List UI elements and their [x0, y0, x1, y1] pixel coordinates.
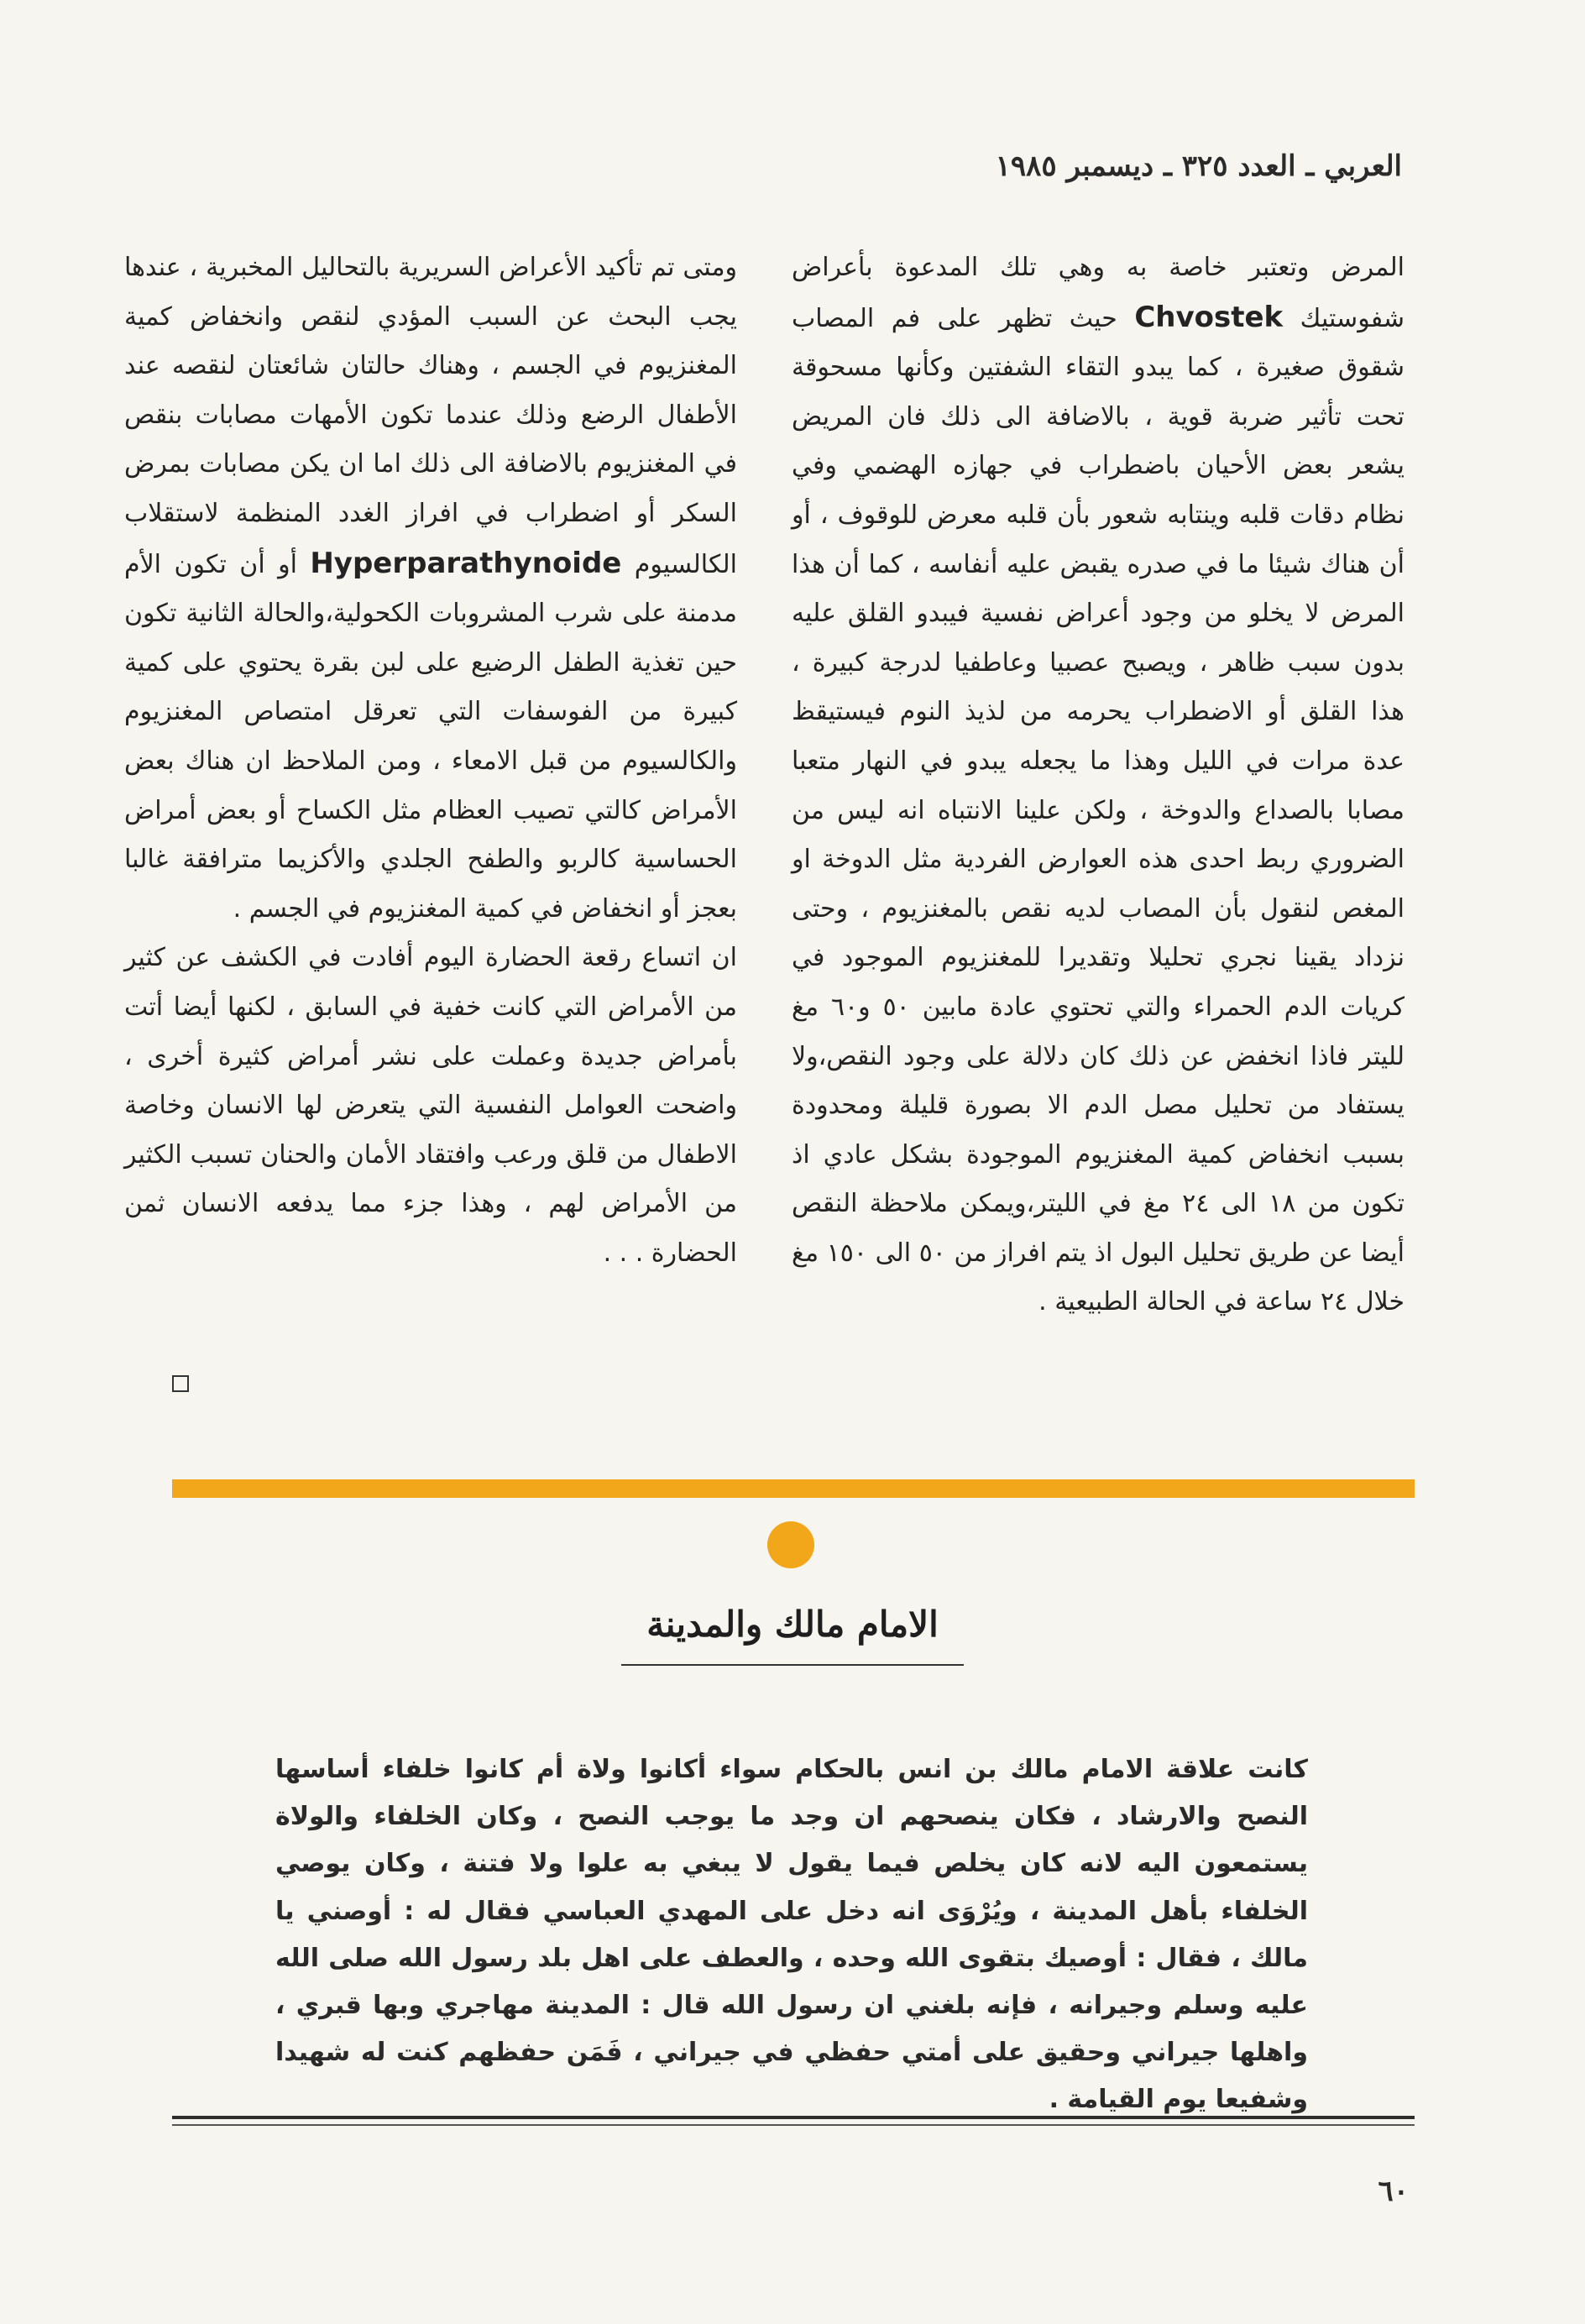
article-column-right	[792, 243, 1405, 1327]
box-title: الامام مالك والمدينة	[646, 1604, 939, 1645]
latin-term: Chvostek	[1134, 300, 1284, 334]
article-paragraph	[124, 243, 737, 934]
article-paragraph: ان اتساع رقعة الحضارة اليوم أفادت في الكشف عن كثير من الأمراض التي كانت خفية في السابق ، لكنها أيضا أتت بأمراض جديدة وعملت على نشر أمراض كثيرة أخرى ، واضحت العوامل النفسية التي يتعرض لها الانسان وخاصة الاطفال من قلق ورعب وافتقاد الأمان والحنان تسبب الكثير من الأمراض لهم ، وهذا جزء مما يدفعه الانسان ثمن الحضارة . . .	[124, 943, 737, 1268]
box-title-underline	[621, 1664, 964, 1666]
section-divider-dot	[767, 1521, 814, 1568]
running-head: العربي ـ العدد ٣٢٥ ـ ديسمبر ١٩٨٥	[995, 149, 1402, 183]
box-bottom-rule-thin	[172, 2124, 1415, 2126]
article-column-left	[124, 243, 737, 1278]
article-paragraph	[792, 243, 1405, 1327]
paragraph-text: أو أن تكون الأم مدمنة على شرب المشروبات الكحولية،والحالة الثانية تكون حين تغذية الطفل الرضيع على لبن بقرة يحتوي على كمية كبيرة من الفوسفات التي تعرقل امتصاص المغنزيوم والكالسيوم من قبل الامعاء ، ومن الملاحظ ان هناك بعض الأمراض كالتي تصيب العظام مثل الكساح أو بعض أمراض الحساسية كالربو والطفح الجلدي والأكزيما مترافقة غالبا بعجز أو انخفاض في كمية المغنزيوم في الجسم .	[124, 549, 737, 924]
box-bottom-rule-thick	[172, 2116, 1415, 2119]
paragraph-text: حيث تظهر على فم المصاب شقوق صغيرة ، كما يبدو التقاء الشفتين وكأنها مسحوقة تحت تأثير ضربة قوية ، بالاضافة الى ذلك فان المريض يشعر بعض الأحيان باضطراب في جهازه الهضمي وفي نظام دقات قلبه وينتابه شعور بأن قلبه معرض للوقوف ، أو أن هناك شيئا ما في صدره يقبض عليه أنفاسه ، كما أن هذا المرض لا يخلو من وجود أعراض نفسية فيبدو القلق عليه بدون سبب ظاهر ، ويصبح عصبيا وعاطفيا لدرجة كبيرة ، هذا القلق أو الاضطراب يحرمه من لذيذ النوم فيستيقظ عدة مرات في الليل وهذا ما يجعله يبدو في النهار متعبا مصابا بالصداع والدوخة ، ولكن علينا الانتباه انه ليس من الضروري ربط احدى هذه العوارض الفردية مثل الدوخة او المغص لنقول بأن المصاب لديه نقص بالمغنزيوم ، وحتى نزداد يقينا نجري تحليلا وتقديرا للمغنزيوم الموجود في كريات الدم الحمراء والتي تحتوي عادة مابين ٥٠ و٦٠ مغ لليتر فاذا انخفض عن ذلك كان دلالة على وجود النقص،ولا يستفاد من تحليل مصل الدم الا بصورة قليلة ومحدودة بسبب انخفاض كمية المغنزيوم الموجودة بشكل عادي اذ تكون من ١٨ الى ٢٤ مغ في الليتر،ويمكن ملاحظة النقص أيضا عن طريق تحليل البول اذ يتم افراز من ٥٠ الى ١٥٠ مغ خلال ٢٤ ساعة في الحالة الطبيعية .	[792, 303, 1405, 1317]
page-number: ٦٠	[1378, 2175, 1409, 2208]
paragraph-text: ومتى تم تأكيد الأعراض السريرية بالتحاليل المخبرية ، عندها يجب البحث عن السبب المؤدي لنقص وانخفاض كمية المغنزيوم في الجسم ، وهناك حالتان شائعتان لنقصه عند الأطفال الرضع وذلك عندما تكون الأمهات مصابات بنقص في المغنزيوم بالاضافة الى ذلك اما ان يكن مصابات بمرض السكر أو اضطراب في افراز الغدد المنظمة لاستقلاب الكالسيوم	[124, 253, 737, 579]
box-body-text: كانت علاقة الامام مالك بن انس بالحكام سواء أكانوا ولاة أم كانوا خلفاء أساسها النصح والارشاد ، فكان ينصحهم ان وجد ما يوجب النصح ، وكان الخلفاء والولاة يستمعون اليه لانه كان يخلص فيما يقول لا يبغي به علوا ولا فتنة ، وكان يوصي الخلفاء بأهل المدينة ، ويُرْوَى انه دخل على المهدي العباسي فقال له : أوصني يا مالك ، فقال : أوصيك بتقوى الله وحده ، والعطف على اهل بلد رسول الله صلى الله عليه وسلم وجيرانه ، فإنه بلغني ان رسول الله قال : المدينة مهاجري وبها قبري ، واهلها جيراني وحقيق على أمتي حفظي في جيراني ، فَمَن حفظهم كنت له شهيدا وشفيعا يوم القيامة .	[275, 1755, 1308, 2115]
section-divider-bar	[172, 1479, 1415, 1498]
article-end-mark	[172, 1375, 189, 1392]
latin-term: Hyperparathynoide	[310, 546, 622, 580]
paragraph-text: المرض وتعتبر خاصة به وهي تلك المدعوة بأعراض شفوستيك	[792, 253, 1405, 333]
